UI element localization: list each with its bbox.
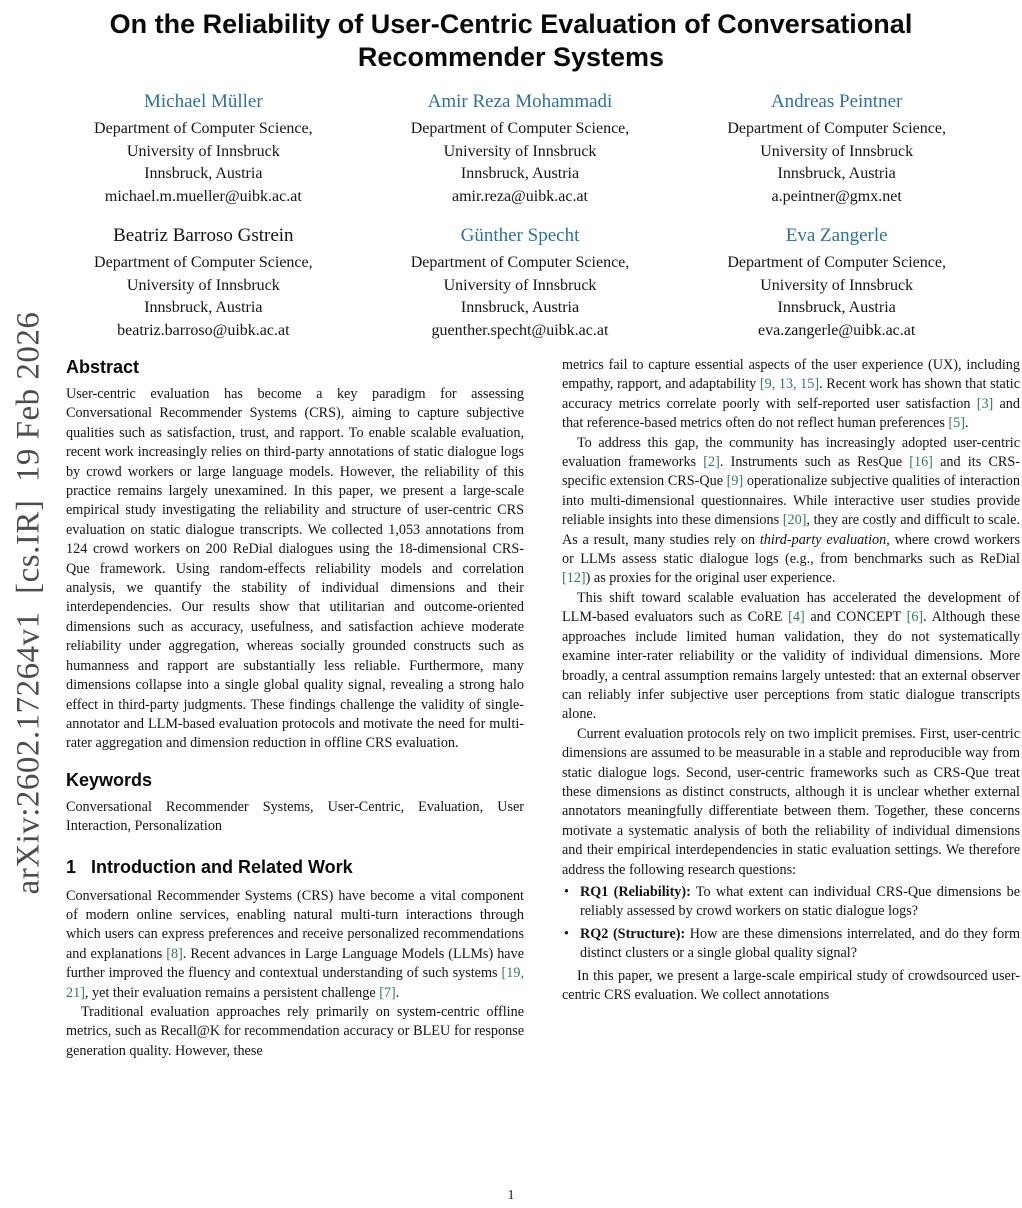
right-column-flow — [562, 356, 1020, 1005]
body-columns — [66, 356, 1020, 1186]
author-name[interactable]: Michael Müller — [143, 91, 263, 112]
paragraph — [562, 967, 1020, 1006]
bullet-text — [580, 925, 1020, 964]
author-email[interactable]: beatriz.barroso@uibk.ac.at — [117, 321, 290, 339]
section-title: Introduction and Related Work — [91, 856, 353, 877]
citation-link[interactable]: [19, 21] — [66, 965, 524, 1001]
arxiv-banner — [0, 8, 56, 1208]
author-affiliation-line: University of Innsbruck — [760, 142, 914, 160]
author-affiliation-line: Department of Computer Science, — [727, 254, 946, 271]
bullet-item — [562, 925, 1020, 964]
author-name: Beatriz Barroso Gstrein — [113, 225, 294, 246]
text-run: , yet their evaluation remains a persistent challenge — [84, 984, 380, 1001]
paragraph — [562, 356, 1020, 434]
author-email[interactable]: guenther.specht@uibk.ac.at — [431, 321, 609, 339]
author-affiliation — [685, 252, 988, 320]
author-affiliation-line: Innsbruck, Austria — [777, 299, 896, 316]
author-block — [52, 224, 355, 342]
right-column — [562, 356, 1020, 1186]
text-run: and its CRS-specific extension CRS-Que — [562, 454, 1020, 490]
author-affiliation — [52, 252, 355, 320]
author-email[interactable]: eva.zangerle@uibk.ac.at — [758, 321, 916, 339]
text-run: To what extent can individual CRS-Que dimensions be reliably assessed by crowd workers on static dialogue logs? — [580, 883, 1020, 920]
citation-link[interactable]: [16] — [909, 454, 933, 471]
author-block — [685, 90, 988, 208]
italic-text: third-party evaluation — [759, 531, 887, 548]
author-block — [52, 90, 355, 208]
text-run: How are these dimensions interrelated, and do they form distinct clusters or a single global quality signal? — [580, 925, 1020, 962]
author-affiliation — [369, 252, 672, 320]
text-run: operationalize subjective qualities of interaction into multi-dimensional questionnaires. While interactive user studies provide reliable insights into these dimensions — [562, 473, 1020, 529]
citation-link[interactable]: [3] — [976, 395, 994, 412]
section-number: 1 — [66, 856, 77, 877]
author-block — [369, 224, 672, 342]
text-run: Current evaluation protocols rely on two implicit premises. First, user-centric dimensions are assumed to be measurable in a stable and reproducible way from static dialogue logs. Second, user-centric frameworks such as CRS-Que treat these dimensions as distinct constructs, although it is unclear whether external annotators meaningfully differentiate between them. Together, these concerns motivate a systematic analysis of both the reliability of individual dimensions and their empirical interdependencies in static evaluation settings. We therefore address the following research questions: — [562, 725, 1020, 878]
paragraph — [66, 1003, 524, 1061]
citation-link[interactable]: [9] — [726, 473, 744, 490]
bullet-text — [580, 883, 1020, 922]
text-run: . Instruments such as ResQue — [719, 454, 910, 471]
author-block — [685, 224, 988, 342]
text-run: Conversational Recommender Systems (CRS) have become a vital component of modern online services, enabling natural multi-turn interactions through which users can express preferences and receive personalized recommendations and explanations — [66, 887, 524, 962]
citation-link[interactable]: [12] — [562, 570, 586, 587]
paragraph — [562, 434, 1020, 589]
author-block — [369, 90, 672, 208]
citation-link[interactable]: [20] — [782, 512, 807, 529]
paragraph — [562, 589, 1020, 725]
author-affiliation-line: University of Innsbruck — [443, 142, 597, 160]
author-affiliation — [369, 118, 672, 186]
text-run: . Recent work has shown that static accuracy metrics correlate poorly with self-reported user satisfaction — [562, 376, 1020, 412]
text-run: To address this gap, the community has increasingly adopted user-centric evaluation frameworks — [562, 434, 1020, 471]
author-affiliation-line: Department of Computer Science, — [410, 254, 630, 271]
author-affiliation-line: Innsbruck, Austria — [777, 165, 896, 182]
text-run: . — [395, 984, 400, 1001]
citation-link[interactable]: [7] — [379, 984, 396, 1001]
citation-link[interactable]: [4] — [788, 609, 805, 626]
author-affiliation-line: University of Innsbruck — [760, 276, 914, 294]
bullet-marker-icon: • — [564, 925, 569, 942]
paragraph — [562, 725, 1020, 880]
paper-title: On the Reliability of User-Centric Evaluation of Conversational Recommender Systems — [109, 9, 913, 72]
author-name[interactable]: Günther Specht — [460, 225, 580, 246]
citation-link[interactable]: [9, 13, 15] — [759, 376, 820, 393]
authors-grid — [52, 90, 988, 342]
author-affiliation-line: University of Innsbruck — [443, 276, 597, 294]
text-run: and CONCEPT — [804, 609, 907, 626]
author-email[interactable]: amir.reza@uibk.ac.at — [451, 187, 588, 205]
author-email[interactable]: michael.m.mueller@uibk.ac.at — [104, 187, 302, 205]
left-column-flow — [66, 887, 524, 1062]
section-1-heading — [66, 856, 524, 878]
text-run: , they are costly and difficult to scale. As a result, many studies rely on — [562, 512, 1020, 548]
text-run: and that reference-based metrics often do not reflect human preferences — [562, 395, 1020, 432]
citation-link[interactable]: [2] — [703, 454, 720, 471]
author-affiliation-line: Innsbruck, Austria — [460, 165, 580, 182]
author-affiliation-line: Innsbruck, Austria — [460, 299, 580, 316]
text-run: This shift toward scalable evaluation has accelerated the development of LLM-based evaluators such as CoRE — [562, 589, 1020, 626]
author-name[interactable]: Amir Reza Mohammadi — [427, 91, 613, 112]
abstract-text: User-centric evaluation has become a key paradigm for assessing Conversational Recommender Systems (CRS), aiming to capture subjective qualities such as satisfaction, trust, and rapport. To enable scalable evaluation, recent work increasingly relies on third-party annotations of static dialogue logs by crowd workers or large language models. However, the reliability of this practice remains largely unexamined. In this paper, we present a large-scale empirical study investigating the reliability and structure of user-centric CRS evaluation on static dialogue transcripts. We collected 1,053 annotations from 124 crowd workers on 200 ReDial dialogues using the 18-dimensional CRS-Que framework. Using random-effects reliability models and correlation analysis, we quantify the stability of individual dimensions and their interdependencies. Our results show that utilitarian and outcome-oriented dimensions such as accuracy, usefulness, and satisfaction achieve moderate reliability under aggregation, whereas socially grounded constructs such as humanness and rapport are substantially less reliable. Furthermore, many dimensions collapse into a single global quality signal, revealing a strong halo effect in third-party judgments. These findings challenge the validity of single-annotator and LLM-based evaluation protocols and motivate the need for multi-rater aggregation and dimension reduction in offline CRS evaluation. — [66, 386, 524, 752]
text-run: . — [964, 415, 969, 432]
text-run: , where crowd workers or LLMs assess static dialogue logs (e.g., from benchmarks such as ReDial — [562, 531, 1020, 568]
author-affiliation-line: Innsbruck, Austria — [144, 165, 263, 182]
author-affiliation — [52, 118, 355, 186]
author-affiliation-line: Innsbruck, Austria — [144, 299, 263, 316]
text-run: . Recent advances in Large Language Models (LLMs) have further improved the fluency and contextual understanding of such systems — [66, 945, 524, 982]
author-affiliation-line: University of Innsbruck — [126, 276, 280, 294]
keywords-heading: Keywords — [66, 769, 153, 790]
bullet-item — [562, 883, 1020, 922]
author-affiliation-line: Department of Computer Science, — [94, 254, 313, 271]
citation-link[interactable]: [6] — [906, 609, 924, 626]
author-name[interactable]: Eva Zangerle — [785, 225, 888, 246]
text-run: . Although these approaches include limited human validation, they do not systematically examine inter-rater reliability or the validity of individual dimensions. More broadly, a central assumption remains largely untested: that an external observer can reliably infer subjective user perceptions from static dialogue transcripts alone. — [562, 609, 1020, 723]
left-column — [66, 356, 524, 1186]
bold-text: RQ1 (Reliability): — [580, 883, 691, 900]
bullet-marker-icon: • — [564, 883, 569, 900]
author-affiliation-line: Department of Computer Science, — [727, 120, 946, 137]
author-name[interactable]: Andreas Peintner — [770, 91, 903, 112]
text-run: metrics fail to capture essential aspects of the user experience (UX), including empathy, rapport, and adaptability — [562, 357, 1020, 393]
keywords-text: Conversational Recommender Systems, User-Centric, Evaluation, User Interaction, Personalization — [66, 798, 524, 835]
bold-text: RQ2 (Structure): — [580, 925, 686, 942]
arxiv-banner-text: arXiv:2602.17264v1 [cs.IR] 19 Feb 2026 — [10, 311, 47, 895]
text-run: In this paper, we present a large-scale empirical study of crowdsourced user-centric CRS evaluation. We collect annotations — [562, 967, 1020, 1003]
author-affiliation — [685, 118, 988, 186]
citation-link[interactable]: [8] — [166, 945, 183, 962]
paper-page — [0, 8, 1022, 1208]
page-number: 1 — [507, 1187, 515, 1202]
text-run: ) as proxies for the original user experience. — [585, 570, 836, 587]
author-affiliation-line: Department of Computer Science, — [94, 120, 313, 137]
text-run: Traditional evaluation approaches rely primarily on system-centric offline metrics, such as Recall@K for recommendation accuracy or BLEU for response generation quality. However, these — [66, 1003, 524, 1059]
author-affiliation-line: Department of Computer Science, — [410, 120, 630, 137]
author-affiliation-line: University of Innsbruck — [126, 142, 280, 160]
abstract-heading: Abstract — [66, 357, 140, 377]
citation-link[interactable]: [5] — [948, 415, 965, 432]
author-email[interactable]: a.peintner@gmx.net — [771, 187, 902, 205]
paragraph — [66, 887, 524, 1003]
